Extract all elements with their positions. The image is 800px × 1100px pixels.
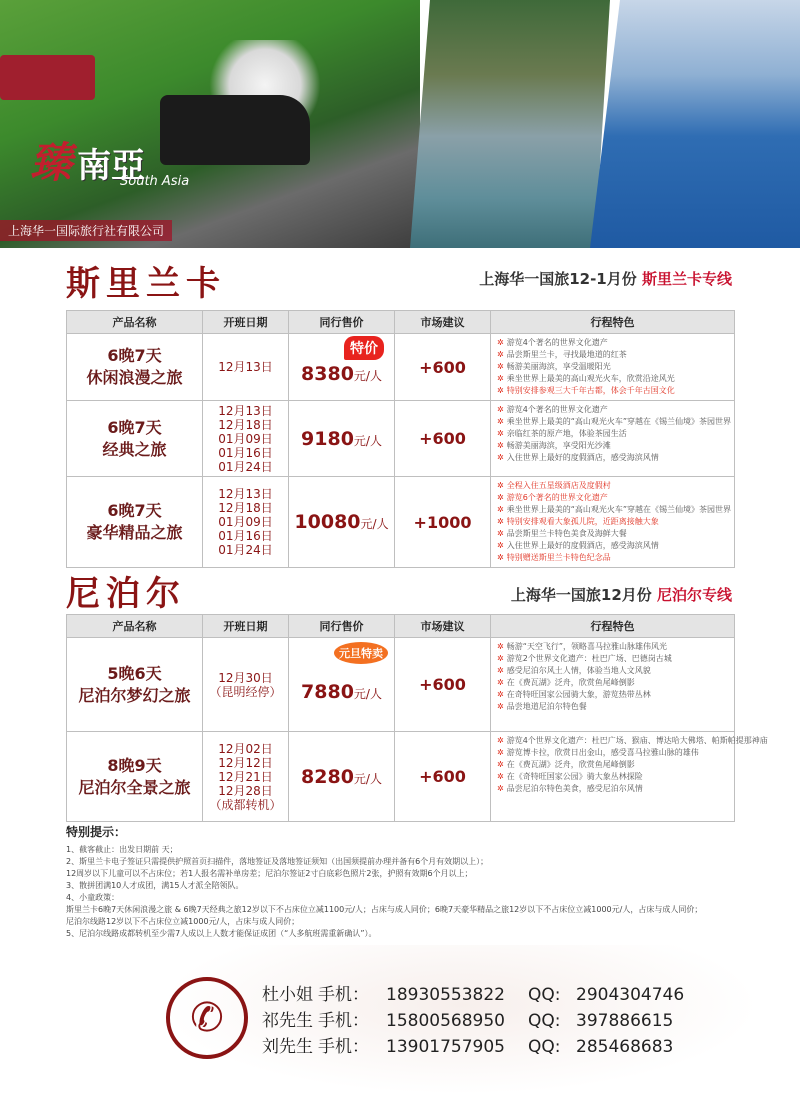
departure-date: 12月18日: [218, 501, 273, 515]
departure-date: 12月30日: [218, 670, 273, 685]
price-value: 10080: [294, 511, 361, 533]
departure-date: 01月24日: [218, 543, 273, 557]
departure-date: 12月21日: [218, 769, 273, 784]
column-header: 市场建议: [395, 615, 491, 638]
mobile-number: 13901757905: [386, 1037, 505, 1057]
nepal-subtitle-prefix: 上海华一国旅12月份: [510, 586, 652, 604]
banner: [0, 0, 800, 248]
features-cell: [491, 401, 735, 477]
product-name-cell: [67, 477, 203, 568]
feature-item: ✲ 感受尼泊尔风土人情，体验当地人文风貌: [497, 665, 728, 677]
note-line: 4、小童政策：: [66, 893, 120, 902]
special-notes: [66, 823, 736, 940]
departure-date: 01月09日: [218, 515, 273, 529]
dates-cell: [203, 334, 289, 401]
column-header: 同行售价: [289, 311, 395, 334]
product-name: 休闲浪漫之旅: [86, 368, 183, 387]
departure-date: （成都转机）: [209, 797, 282, 812]
table-row: [67, 638, 735, 732]
feature-item: ✲ 入住世界上最好的度假酒店，感受海滨风情: [497, 452, 728, 464]
features-cell: [491, 638, 735, 732]
note-line: 斯里兰卡6晚7天休闲浪漫之旅 & 6晚7天经典之旅12岁以下不占床位立减1100元/人；占床与成人同价；6晚7天豪华精品之旅12岁以下不占床位立减1000元/人，占床与成人同价；: [66, 905, 703, 914]
price-cell: [289, 477, 395, 568]
price-value: 8280: [301, 765, 354, 788]
qq-number: 397886615: [576, 1011, 674, 1031]
table-row: [67, 401, 735, 477]
contact-row: [262, 980, 684, 1005]
qq-label: QQ:: [528, 1011, 561, 1031]
product-name: 尼泊尔梦幻之旅: [78, 685, 191, 705]
brand-logo: [30, 130, 190, 190]
column-header: 开班日期: [203, 615, 289, 638]
note-line: 5、尼泊尔线路成都转机至少需7人成以上人数才能保证成团（“人多航班需重新确认”）。: [66, 929, 377, 938]
mobile-number: 18930553822: [386, 985, 505, 1005]
departure-date: 01月16日: [218, 529, 273, 543]
price-unit: 元/人: [353, 771, 382, 786]
mobile-label: 手机：: [318, 1037, 369, 1057]
price-unit: 元/人: [353, 369, 382, 383]
feature-item: ✲ 乘坐世界上最美的“高山观光火车”穿越在《锡兰仙境》茶园世界: [497, 504, 728, 516]
departure-date: 12月13日: [218, 403, 273, 418]
product-name: 6晚7天: [107, 417, 162, 437]
market-advice: +1000: [395, 477, 491, 568]
column-header: 产品名称: [67, 615, 203, 638]
product-name: 6晚7天: [107, 501, 162, 520]
note-line: 2、斯里兰卡电子签证只需提供护照首页扫描件，落地签证及落地签证须知（出国须提前办理并备有6个月有效期以上）；: [66, 857, 489, 866]
table-row: [67, 334, 735, 401]
elephants-photo: [410, 0, 610, 248]
market-advice: +600: [395, 732, 491, 822]
product-name-cell: [67, 401, 203, 477]
product-name-cell: [67, 638, 203, 732]
price-value: 8380: [301, 363, 354, 385]
company-name: 上海华一国际旅行社有限公司: [0, 220, 172, 241]
departure-date: 12月13日: [218, 360, 273, 374]
feature-item: ✲ 畅游“天空飞行”，领略喜马拉雅山脉雄伟风光: [497, 641, 728, 653]
feature-item: ✲ 入住世界上最好的度假酒店，感受海滨风情: [497, 540, 728, 552]
mobile-label: 手机：: [318, 1011, 369, 1031]
feature-item: ✲ 游览6个著名的世界文化遗产: [497, 492, 728, 504]
note-line: 3、散拼团满10人才成团，满15人才派全陪领队。: [66, 881, 244, 890]
market-advice: +600: [395, 638, 491, 732]
feature-item: ✲ 亲临红茶的原产地，体验茶园生活: [497, 428, 728, 440]
nepal-title: 尼泊尔: [66, 574, 186, 614]
srilanka-subtitle-prefix: 上海华一国旅12-1月份: [479, 270, 637, 288]
header-row: [67, 615, 735, 638]
note-line: 尼泊尔线路12岁以下不占床位立减1000元/人，占床与成人同价；: [66, 917, 300, 926]
features-cell: [491, 334, 735, 401]
srilanka-title: 斯里兰卡: [66, 264, 226, 304]
column-header: 开班日期: [203, 311, 289, 334]
mobile-label: 手机：: [318, 985, 369, 1005]
product-name: 5晚6天: [107, 663, 162, 683]
price-wrap: [289, 511, 394, 533]
price-wrap: [289, 766, 394, 788]
contact-name: 祁先生: [262, 1011, 313, 1031]
price-unit: 元/人: [353, 433, 382, 448]
column-header: 同行售价: [289, 615, 395, 638]
phone-icon: ✆: [166, 977, 248, 1059]
dates-cell: [203, 477, 289, 568]
contact-name: 杜小姐: [262, 985, 313, 1005]
notes-title: 特别提示：: [66, 825, 127, 839]
price-unit: 元/人: [360, 517, 389, 531]
column-header: 市场建议: [395, 311, 491, 334]
feature-item: ✲ 在《奇特旺国家公园》骑大象丛林探险: [497, 771, 728, 783]
feature-item: ✲ 特别赠送斯里兰卡特色纪念品: [497, 552, 728, 564]
feature-item: ✲ 在奇特旺国家公园骑大象，游览热带丛林: [497, 689, 728, 701]
contact-row: [262, 1006, 673, 1031]
note-line: 1、截客截止：出发日期前 天；: [66, 845, 178, 854]
product-name-cell: [67, 334, 203, 401]
feature-item: ✲ 在《费瓦湖》泛舟，欣赏鱼尾峰倒影: [497, 677, 728, 689]
nepal-subtitle: [511, 584, 732, 605]
price-value: 7880: [301, 680, 354, 703]
mobile-number: 15800568950: [386, 1011, 505, 1031]
feature-item: ✲ 品尝尼泊尔特色美食，感受尼泊尔风情: [497, 783, 728, 795]
departure-date: 12月02日: [218, 741, 273, 756]
steam-train-image: [160, 95, 310, 165]
departure-date: 01月16日: [218, 445, 273, 460]
feature-item: ✲ 游览4个著名的世界文化遗产: [497, 404, 728, 416]
srilanka-table: [66, 310, 735, 568]
feature-item: ✲ 游览4个世界文化遗产：杜巴广场、猴庙、博达哈大佛塔、帕斯帕提那神庙: [497, 735, 728, 747]
dates-cell: [203, 732, 289, 822]
feature-item: ✲ 品尝地道尼泊尔特色餐: [497, 701, 728, 713]
dates-cell: [203, 401, 289, 477]
price-tag-badge: 元旦特卖: [334, 642, 388, 664]
product-name-cell: [67, 732, 203, 822]
dates-cell: [203, 638, 289, 732]
departure-date: （昆明经停）: [209, 684, 282, 699]
column-header: 行程特色: [491, 311, 735, 334]
feature-item: ✲ 全程入住五星级酒店及度假村: [497, 480, 728, 492]
price-wrap: [289, 428, 394, 450]
contact-name: 刘先生: [262, 1037, 313, 1057]
price-cell: [289, 732, 395, 822]
srilanka-subtitle: [479, 268, 732, 289]
price-cell: [289, 638, 395, 732]
departure-date: 12月12日: [218, 755, 273, 770]
price-value: 9180: [301, 427, 354, 450]
column-header: 产品名称: [67, 311, 203, 334]
qq-label: QQ:: [528, 1037, 561, 1057]
nepal-table: [66, 614, 768, 822]
features-cell: [491, 477, 735, 568]
feature-item: ✲ 品尝斯里兰卡，寻找最地道的红茶: [497, 349, 728, 361]
train-car-image: [0, 55, 95, 100]
srilanka-subtitle-highlight: 斯里兰卡专线: [641, 270, 732, 288]
feature-item: ✲ 在《费瓦湖》泛舟，欣赏鱼尾峰倒影: [497, 759, 728, 771]
feature-item: ✲ 游览博卡拉，欣赏日出金山，感受喜马拉雅山脉的雄伟: [497, 747, 728, 759]
price-cell: [289, 334, 395, 401]
train-photo: [0, 0, 420, 248]
feature-item: ✲ 特别安排参观三大千年古都，体会千年古国文化: [497, 385, 728, 397]
table-row: [67, 477, 735, 568]
departure-date: 12月13日: [218, 487, 273, 501]
brand-script: 臻: [30, 138, 73, 187]
notes-lines: [66, 844, 736, 940]
qq-number: 285468683: [576, 1037, 674, 1057]
departure-date: 01月24日: [218, 459, 273, 474]
feature-item: ✲ 乘坐世界上最美的高山观光火车，欣赏沿途风光: [497, 373, 728, 385]
product-name: 8晚9天: [107, 755, 162, 775]
departure-date: 12月28日: [218, 783, 273, 798]
column-header: 行程特色: [491, 615, 735, 638]
product-name: 6晚7天: [107, 346, 162, 365]
product-name: 经典之旅: [102, 439, 167, 459]
feature-item: ✲ 游览2个世界文化遗产：杜巴广场、巴德岗古城: [497, 653, 728, 665]
market-advice: +600: [395, 334, 491, 401]
price-cell: [289, 401, 395, 477]
feature-item: ✲ 畅游美丽海滨，享受阳光沙滩: [497, 440, 728, 452]
departure-date: 12月18日: [218, 417, 273, 432]
feature-item: ✲ 游览4个著名的世界文化遗产: [497, 337, 728, 349]
contact-row: [262, 1032, 673, 1057]
brand-main: 南亞: [77, 146, 146, 186]
boats-lake-photo: [590, 0, 800, 248]
feature-item: ✲ 乘坐世界上最美的“高山观光火车”穿越在《锡兰仙境》茶园世界: [497, 416, 728, 428]
product-name: 豪华精品之旅: [86, 523, 183, 542]
note-line: 12周岁以下儿童可以不占床位；若1人报名需补单房差；尼泊尔签证2寸白底彩色照片2张，护照有效期6个月以上；: [66, 869, 473, 878]
features-cell: [491, 732, 768, 822]
qq-number: 2904304746: [576, 985, 685, 1005]
brand-sub: South Asia: [120, 174, 190, 189]
product-name: 尼泊尔全景之旅: [78, 777, 191, 797]
feature-item: ✲ 畅游美丽海滨，享受温暖阳光: [497, 361, 728, 373]
price-tag-badge: 特价: [344, 336, 384, 360]
price-wrap: [289, 667, 394, 703]
nepal-subtitle-highlight: 尼泊尔专线: [656, 586, 732, 604]
departure-date: 01月09日: [218, 431, 273, 446]
table-row: [67, 732, 735, 822]
qq-label: QQ:: [528, 985, 561, 1005]
feature-item: ✲ 特别安排观看大象孤儿院，近距离接触大象: [497, 516, 728, 528]
header-row: [67, 311, 735, 334]
market-advice: +600: [395, 401, 491, 477]
feature-item: ✲ 品尝斯里兰卡特色美食及海鲜大餐: [497, 528, 728, 540]
price-unit: 元/人: [353, 686, 382, 701]
